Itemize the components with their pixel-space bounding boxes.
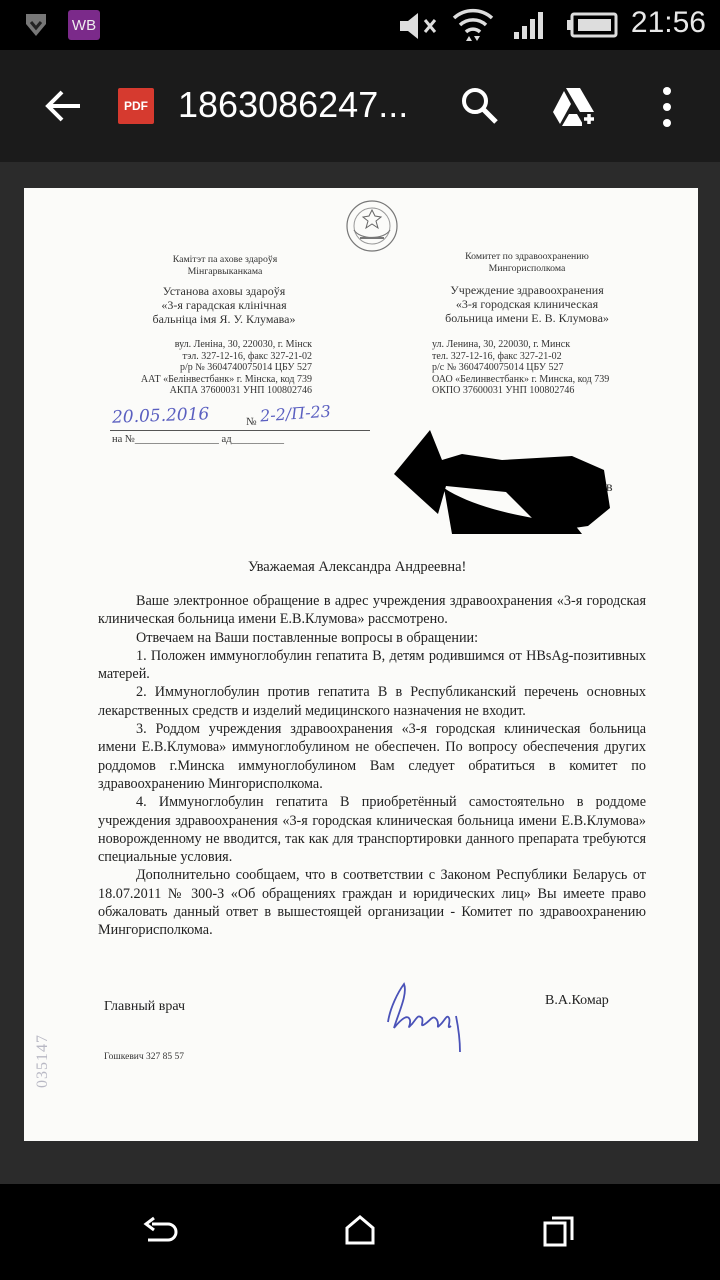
header-left-ministry <box>140 254 310 277</box>
more-options-icon[interactable] <box>660 86 674 132</box>
paragraph: 4. Иммуноглобулин гепатита В приобретённый самостоятельно в роддоме учреждения здравоохранения «3-я городская клиническая больница имени Е.В.Клумова» новорожденному не вводится, так как для транспортировки данного препарата требуются специальные условия. <box>98 794 646 866</box>
reference-line: на №________________ ад__________ <box>112 434 285 445</box>
wb-app-label: WB <box>71 16 97 34</box>
header-left-ministry-line: Камітэт па ахове здароўя <box>172 254 278 265</box>
header-right-ministry <box>442 251 612 274</box>
recent-apps-icon[interactable] <box>542 1214 576 1252</box>
header-left-institution-line: Установа аховы здароўя <box>162 284 286 298</box>
wifi-icon <box>452 6 494 48</box>
header-right-address <box>432 339 642 397</box>
redaction-blot <box>392 428 612 539</box>
pdf-page[interactable] <box>24 188 698 1141</box>
drive-add-icon[interactable] <box>552 86 598 132</box>
back-nav-icon[interactable] <box>142 1216 178 1252</box>
handwritten-date: 20.05.2016 <box>111 404 210 428</box>
header-right-institution-line: больница имени Е. В. Клумова» <box>445 311 609 325</box>
header-left-address-line: тэл. 327-12-16, факс 327-21-02 <box>182 350 312 362</box>
header-left-institution-line: бальніца імя Я. У. Клумава» <box>152 312 296 326</box>
header-left-ministry-line: Мінгарвыканкама <box>187 265 263 277</box>
header-left-institution <box>124 284 324 326</box>
redacted-trailing-char: в <box>606 480 613 495</box>
paragraph: Отвечаем на Ваши поставленные вопросы в обращении: <box>136 629 479 646</box>
header-left-institution-line: «3-я гарадская клінічная <box>161 298 287 312</box>
paragraph: Ваше электронное обращение в адрес учреждения здравоохранения «3-я городская клиническая больница имени Е.В.Клумова» рассмотрено. <box>98 593 646 628</box>
document-title: 1863086247... <box>178 84 409 125</box>
header-left-address-line: вул. Леніна, 30, 220030, г. Мінск <box>174 339 312 350</box>
header-left-address-line: АКПА 37600031 УНП 100802746 <box>169 385 312 396</box>
paragraph: 1. Положен иммуноглобулин гепатита В, детям родившимся от HBsAg-позитивных матерей. <box>98 647 646 683</box>
navigation-bar <box>0 1184 720 1280</box>
header-right-ministry-line: Комитет по здравоохранению <box>465 251 589 262</box>
signature-name: В.А.Комар <box>545 993 609 1008</box>
header-left-address-line: ААТ «Белінвестбанк» г. Мінска, код 739 <box>140 373 312 385</box>
handwritten-signature <box>380 978 470 1063</box>
paragraph: 2. Иммуноглобулин против гепатита В в Республиканский перечень основных лекарственных средств и изделий медицинского назначения не входит. <box>98 684 646 719</box>
signal-icon <box>512 10 546 44</box>
header-right-address-line: ОАО «Белинвестбанк» г. Минска, код 739 <box>432 373 610 385</box>
header-right-institution-line: «3-я городская клиническая <box>455 297 599 311</box>
header-left-address <box>104 339 312 397</box>
home-nav-icon[interactable] <box>344 1214 376 1250</box>
app-bar <box>0 50 720 162</box>
wb-app-icon <box>68 10 100 40</box>
header-right-address-line: тел. 327-12-16, факс 327-21-02 <box>432 350 562 362</box>
clock: 21:56 <box>630 6 706 39</box>
stamp-number: 035147 <box>34 1034 51 1088</box>
handwritten-number: 2-2/П-23 <box>259 401 332 426</box>
coat-of-arms-emblem <box>344 198 400 259</box>
pdf-file-icon <box>118 88 154 124</box>
header-right-address-line: р/с № 3604740075014 ЦБУ 527 <box>432 362 564 373</box>
paragraph: Дополнительно сообщаем, что в соответствии с Законом Республики Беларусь от 18.07.2011 № 300-З «Об обращениях граждан и юридических лиц» Вы имеете право обжаловать данный ответ в вышестоящей организации - Комитет по здравоохранению Мингорисполкома. <box>98 867 646 939</box>
header-right-institution <box>424 283 630 325</box>
pdf-badge-label: PDF <box>124 99 148 113</box>
number-label: № <box>246 416 257 428</box>
letter-body <box>98 592 646 940</box>
status-bar <box>0 0 720 50</box>
battery-icon <box>566 12 618 42</box>
mute-icon <box>398 12 440 44</box>
header-right-address-line: ул. Ленина, 30, 220030, г. Минск <box>432 339 571 350</box>
salutation: Уважаемая Александра Андреевна! <box>248 559 467 575</box>
paragraph: 3. Роддом учреждения здравоохранения «3-я городская клиническая больница имени Е.В.Клумова» иммуноглобулином не обеспечен. По вопросу обеспечения других роддомов г.Минска иммуноглобулином Вам следует обратиться в комитет по здравоохранению Мингорисполкома. <box>98 721 646 792</box>
search-icon[interactable] <box>460 86 500 130</box>
executor-contact: Гошкевич 327 85 57 <box>104 1052 185 1062</box>
signature-title: Главный врач <box>104 999 186 1014</box>
header-right-institution-line: Учреждение здравоохранения <box>450 283 604 297</box>
download-icon <box>22 12 50 42</box>
header-left-address-line: р/р № 3604740075014 ЦБУ 527 <box>179 362 312 373</box>
header-right-address-line: ОКПО 37600031 УНП 100802746 <box>432 385 575 396</box>
back-arrow-icon[interactable] <box>44 88 82 128</box>
header-right-ministry-line: Мингорисполкома <box>488 262 566 274</box>
